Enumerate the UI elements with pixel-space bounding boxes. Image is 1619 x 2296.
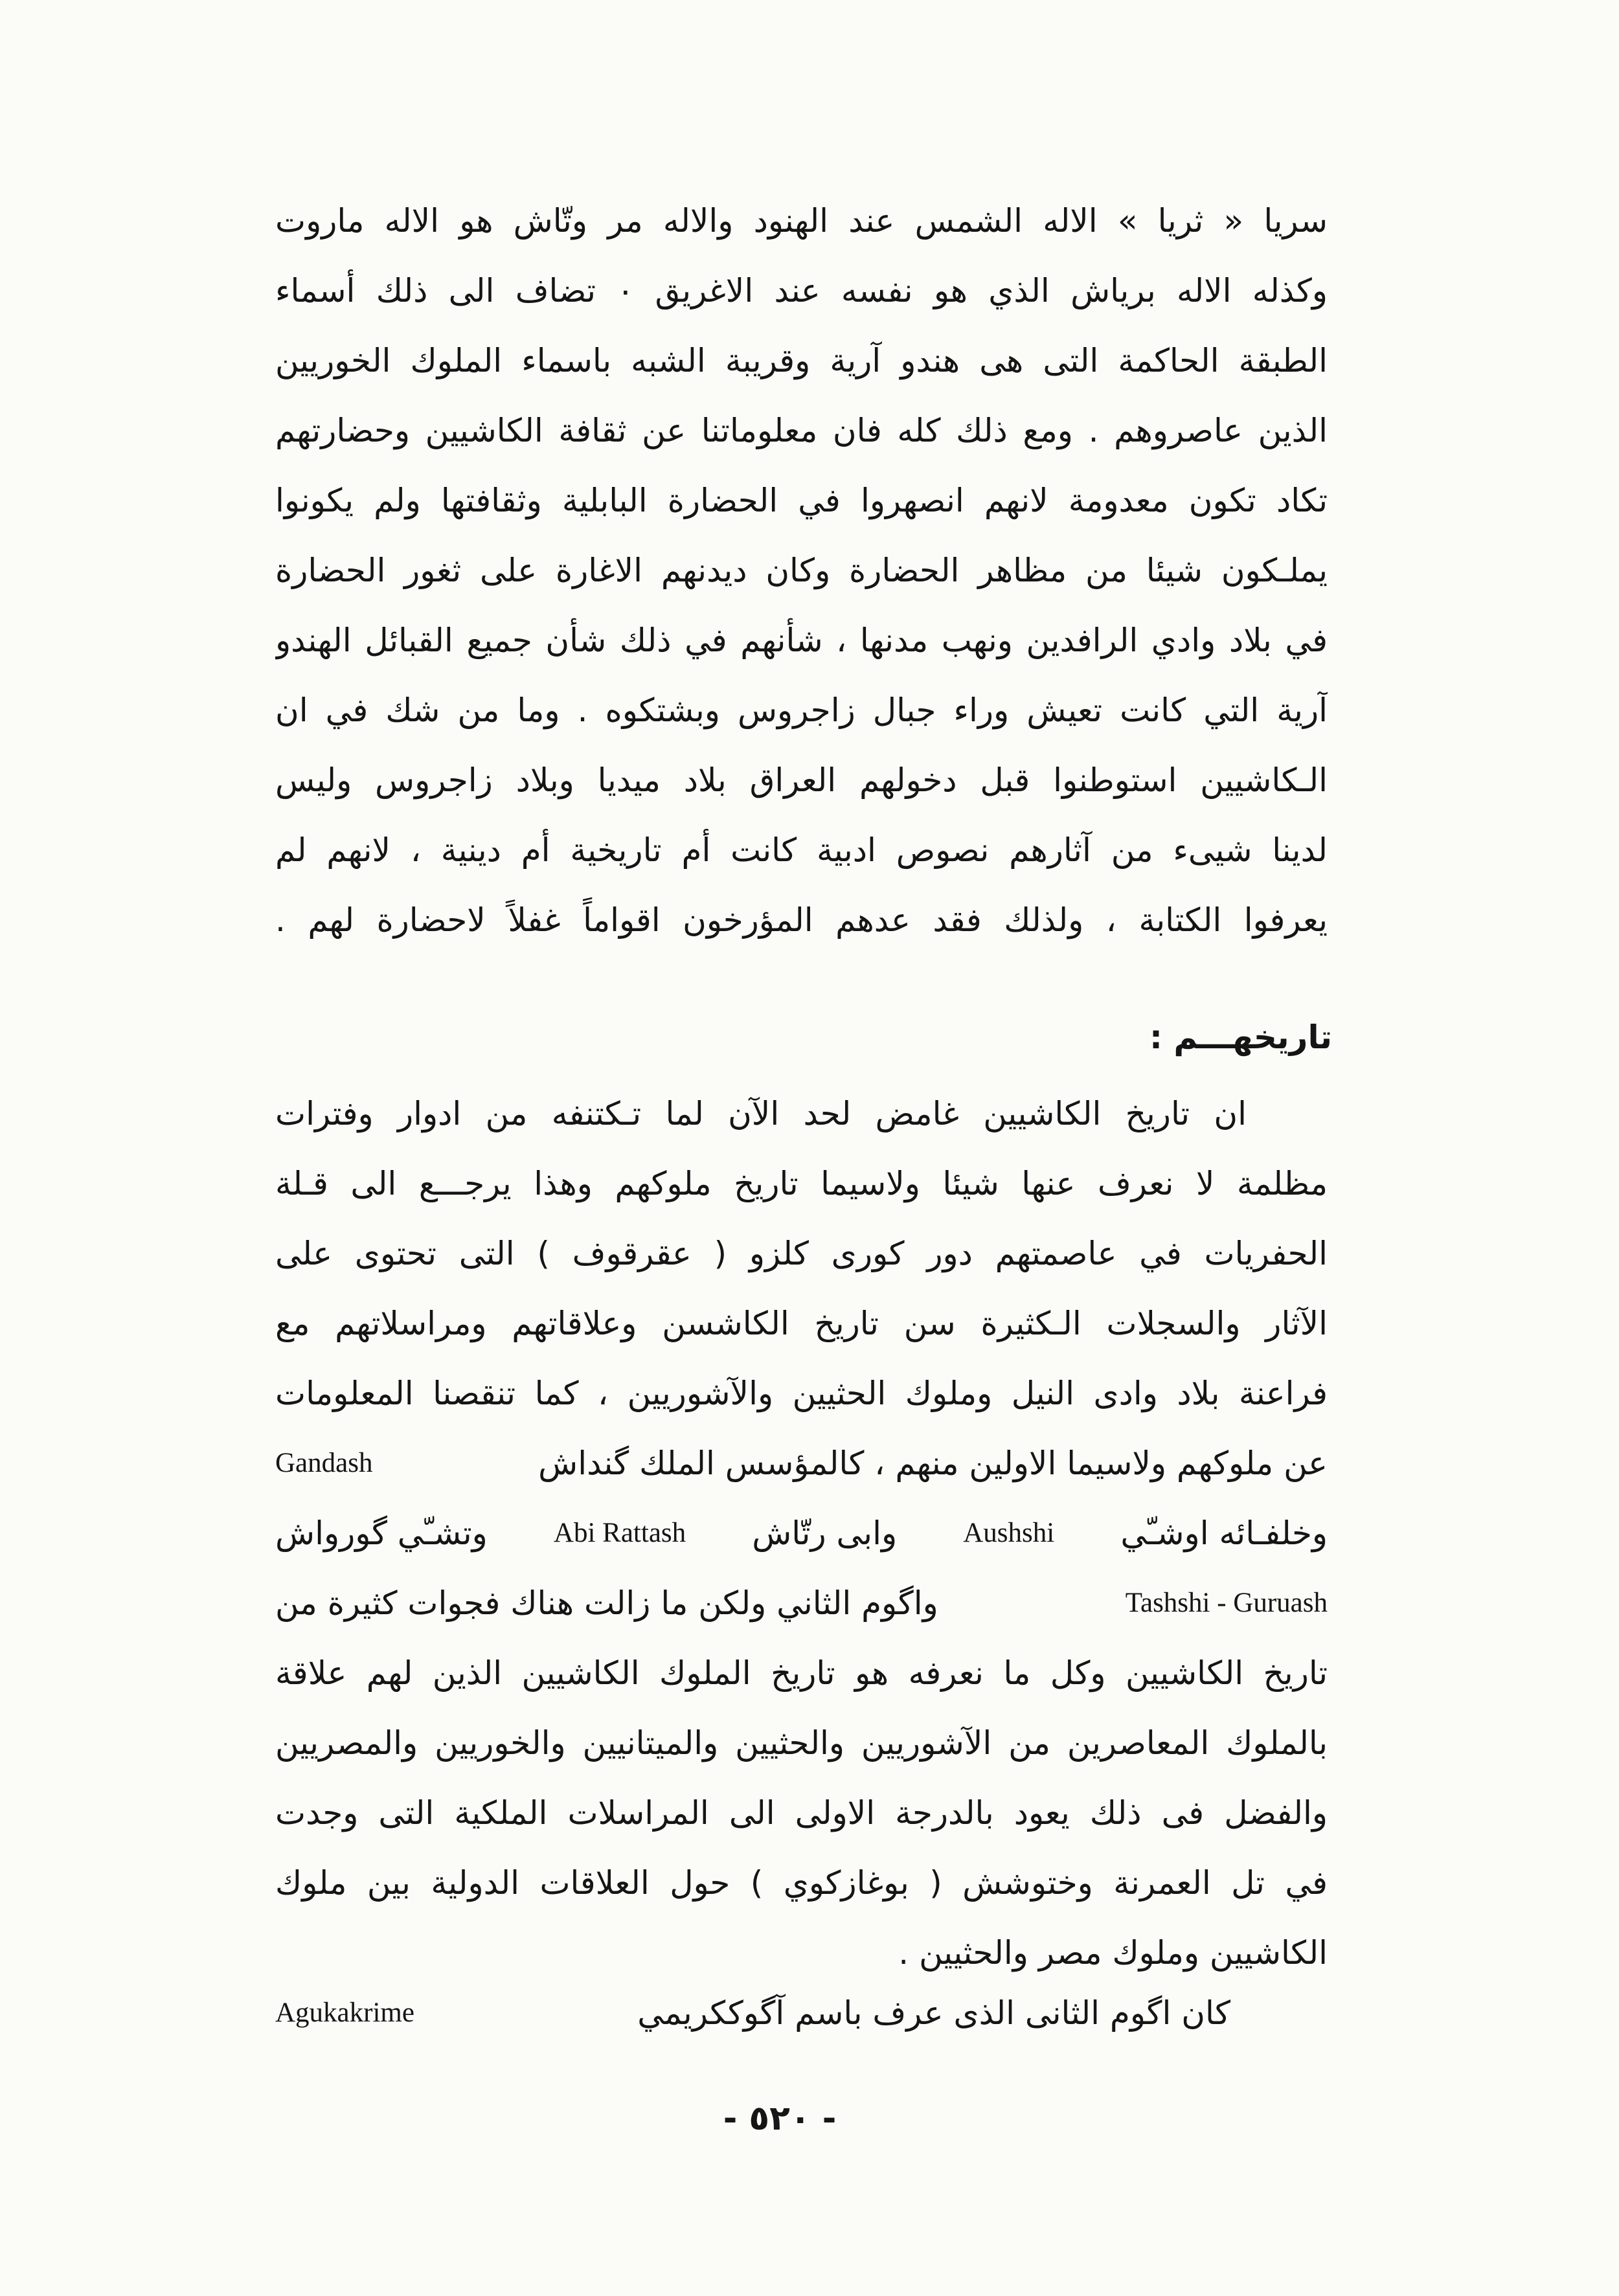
text-line: الطبقة الحاكمة التى هى هندو آرية وقريبة الشبه باسماء الملوك الخوريين: [275, 342, 1328, 379]
text-line: سريا « ثريا » الاله الشمس عند الهنود والاله مر وتّاش هو الاله ماروت: [275, 202, 1328, 240]
text-line: يعرفوا الكتابة ، ولذلك فقد عدهم المؤرخون اقواماً غفلاً لاحضارة لهم .: [275, 901, 1328, 939]
text-line: في بلاد وادي الرافدين ونهب مدنها ، شأنهم في ذلك شأن جميع القبائل الهندو: [275, 622, 1328, 659]
arabic-text: وخلفـائه اوشـّي: [1120, 1514, 1328, 1552]
arabic-text: وتشـّي گورواش: [275, 1514, 488, 1552]
text-line: وكذله الاله برياش الذي هو نفسه عند الاغريق ٠ تضاف الى ذلك أسماء: [275, 272, 1328, 310]
text-line: في تل العمرنة وختوشش ( بوغازكوي ) حول العلاقات الدولية بين ملوك: [275, 1864, 1328, 1902]
arabic-text: وابى رتّاش: [752, 1514, 898, 1552]
text-line: يملـكون شيئا من مظاهر الحضارة وكان ديدنهم الاغارة على ثغور الحضارة: [275, 552, 1328, 589]
latin-transliteration: Gandash: [275, 1448, 373, 1478]
text-line-successors: [275, 1498, 1328, 1568]
text-line: آرية التي كانت تعيش وراء جبال زاجروس وبشتكوه . وما من شك في ان: [275, 692, 1328, 729]
text-line: مظلمة لا نعرف عنها شيئا ولاسيما تاريخ ملوكهم وهذا يرجـــع الى قـلة: [275, 1165, 1328, 1202]
arabic-text: عن ملوكهم ولاسيما الاولين منهم ، كالمؤسس الملك گنداش: [538, 1445, 1328, 1482]
text-line: الذين عاصروهم . ومع ذلك كله فان معلوماتنا عن ثقافة الكاشيين وحضارتهم: [275, 412, 1328, 449]
paragraph-2: [275, 1079, 1328, 1988]
text-line: تاريخ الكاشيين وكل ما نعرفه هو تاريخ الملوك الكاشيين الذين لهم علاقة: [275, 1654, 1328, 1692]
latin-transliteration: Aushshi: [963, 1518, 1055, 1548]
latin-transliteration: Tashshi - Guruash: [1125, 1588, 1328, 1618]
text-line: لدينا شيىء من آثارهم نصوص ادبية كانت أم تاريخية أم دينية ، لانهم لم: [275, 831, 1328, 869]
page-number: - ٥٢٠ -: [723, 2099, 837, 2138]
text-line: الـكاشيين استوطنوا قبل دخولهم العراق بلاد ميديا وبلاد زاجروس وليس: [275, 761, 1328, 799]
arabic-text: كان اگوم الثانى الذى عرف باسم آگوككريمي: [637, 1994, 1230, 2032]
text-line: والفضل فى ذلك يعود بالدرجة الاولى الى المراسلات الملكية التى وجدت: [275, 1794, 1328, 1832]
latin-transliteration: Abi Rattash: [553, 1518, 686, 1548]
text-line: ان تاريخ الكاشيين غامض لحد الآن لما تـكتنفه من ادوار وفترات: [275, 1095, 1247, 1132]
closing-line: [275, 1978, 1328, 2048]
text-line: الحفريات في عاصمتهم دور كورى كلزو ( عقرقوف ) التى تحتوى على: [275, 1235, 1328, 1272]
text-line: الكاشيين وملوك مصر والحثيين .: [898, 1934, 1328, 1972]
latin-transliteration: Agukakrime: [275, 1998, 414, 2028]
text-line: فراعنة بلاد وادى النيل وملوك الحثيين والآشوريين ، كما تنقصنا المعلومات: [275, 1375, 1328, 1412]
text-line: بالملوك المعاصرين من الآشوريين والحثيين والميتانيين والخوريين والمصريين: [275, 1724, 1328, 1762]
paragraph-1: [275, 186, 1328, 955]
arabic-text: واگوم الثاني ولكن ما زالت هناك فجوات كثيرة من: [275, 1584, 938, 1622]
text-line-gandash: [275, 1428, 1328, 1498]
text-line: الآثار والسجلات الـكثيرة سن تاريخ الكاشسن وعلاقاتهم ومراسلاتهم مع: [275, 1305, 1328, 1342]
text-line-tashshi: [275, 1568, 1328, 1638]
section-heading: تاريخهـــم :: [1149, 1019, 1332, 1056]
text-line: تكاد تكون معدومة لانهم انصهروا في الحضارة البابلية وثقافتها ولم يكونوا: [275, 482, 1328, 519]
